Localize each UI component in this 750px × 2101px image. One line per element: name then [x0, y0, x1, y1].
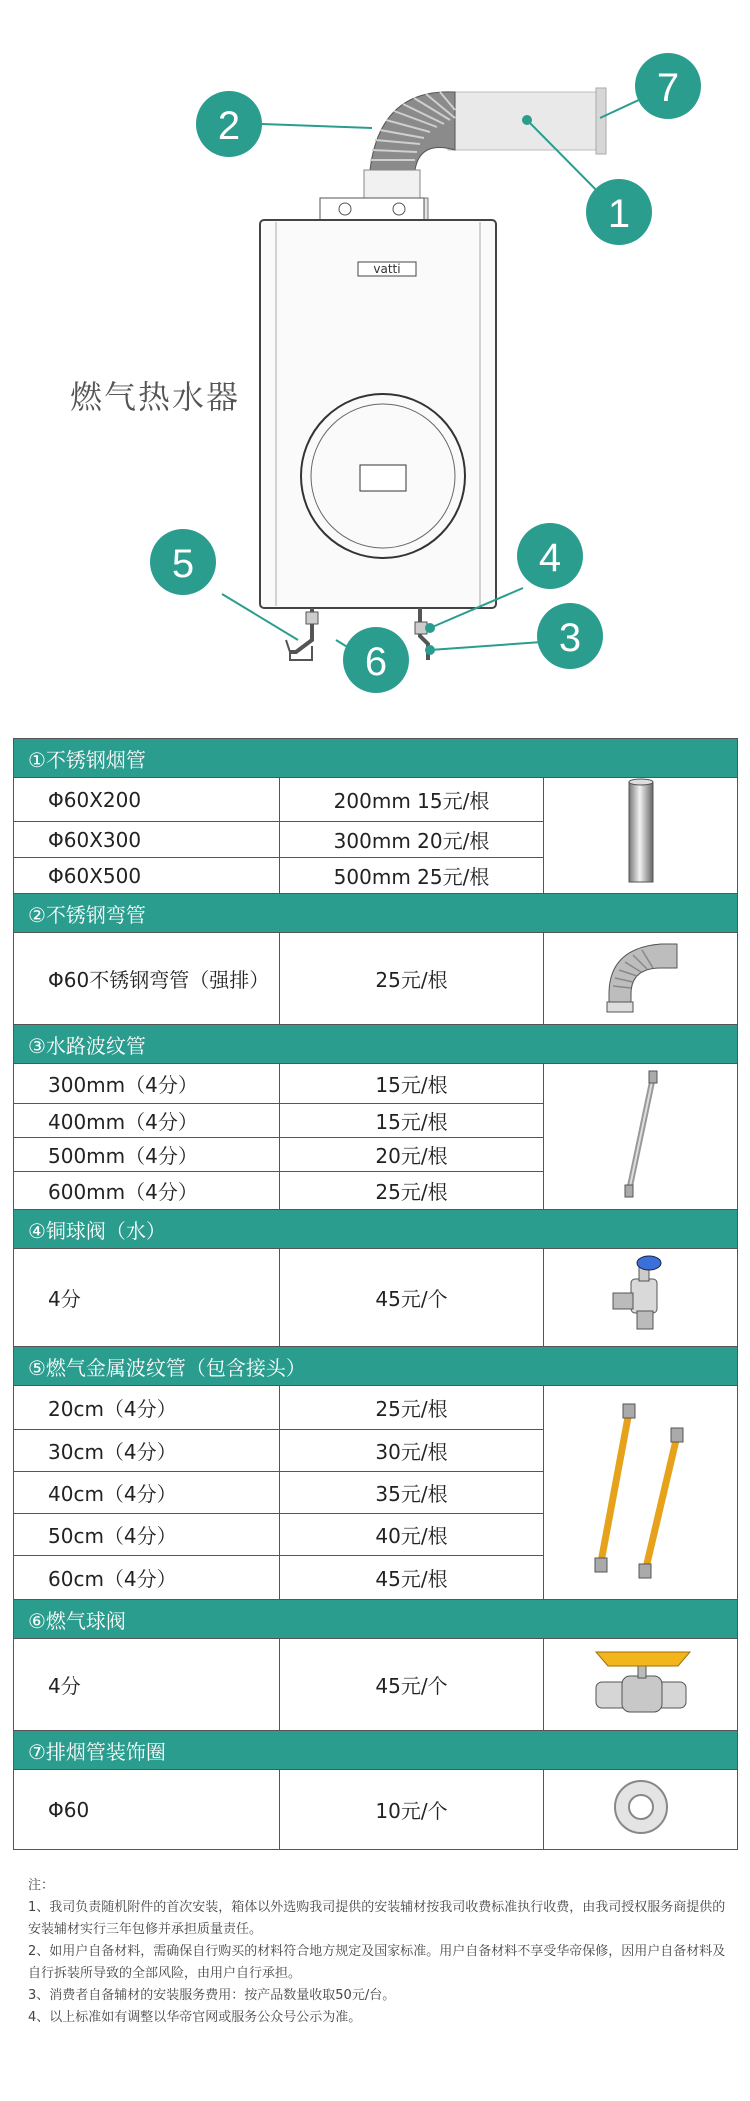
section-header — [14, 894, 738, 933]
water-heater-diagram — [0, 0, 750, 700]
price-cell: 15元/根 — [280, 1064, 544, 1104]
svg-text:4: 4 — [538, 536, 562, 580]
notes-heading: 注： — [28, 1878, 55, 1893]
price-cell: 35元/根 — [280, 1472, 544, 1514]
note-item: 2、如用户自备材料，需确保自行购买的材料符合地方规定及国家标准。用户自备材料不享受华帝保修，因用户自备材料及自行拆装所导致的全部风险，由用户自行承担。 — [28, 1944, 726, 1981]
gas-ball-valve-icon — [586, 1642, 696, 1722]
product-image-cell — [544, 933, 738, 1025]
spec-cell: 60cm（4分） — [14, 1556, 280, 1600]
spec-cell: 4分 — [14, 1249, 280, 1347]
price-cell: 15元/根 — [280, 1104, 544, 1138]
table-row — [14, 1064, 738, 1104]
section-title: ⑥燃气球阀 — [14, 1600, 738, 1639]
svg-text:2: 2 — [217, 104, 241, 148]
section-title: ⑦排烟管装饰圈 — [14, 1731, 738, 1770]
display-screen — [360, 465, 406, 491]
gas-hose-icon — [581, 1400, 701, 1580]
price-cell: 45元/个 — [280, 1249, 544, 1347]
spec-cell: Φ60X200 — [14, 778, 280, 822]
spec-cell: 20cm（4分） — [14, 1386, 280, 1430]
section-header — [14, 1600, 738, 1639]
product-image-cell — [544, 1770, 738, 1850]
svg-text:6: 6 — [364, 640, 388, 684]
copper-valve-icon — [601, 1255, 681, 1335]
svg-text:7: 7 — [656, 66, 680, 110]
product-image-cell — [544, 778, 738, 894]
table-row — [14, 933, 738, 1025]
section-title: ⑤燃气金属波纹管（包含接头） — [14, 1347, 738, 1386]
spec-cell: Φ60 — [14, 1770, 280, 1850]
section-header — [14, 1347, 738, 1386]
table-row — [14, 1770, 738, 1850]
table-row — [14, 1386, 738, 1430]
price-cell: 500mm 25元/根 — [280, 858, 544, 894]
price-cell: 45元/根 — [280, 1556, 544, 1600]
spec-cell: 40cm（4分） — [14, 1472, 280, 1514]
elbow-pipe — [370, 92, 455, 170]
price-cell: 45元/个 — [280, 1639, 544, 1731]
water-hose-icon — [621, 1069, 661, 1199]
decorative-ring-icon — [611, 1777, 671, 1837]
svg-text:3: 3 — [558, 616, 582, 660]
product-image-cell — [544, 1386, 738, 1600]
section-title: ④铜球阀（水） — [14, 1210, 738, 1249]
price-cell: 20元/根 — [280, 1138, 544, 1172]
spec-cell: 4分 — [14, 1639, 280, 1731]
elbow-pipe-icon — [601, 938, 681, 1014]
price-cell: 200mm 15元/根 — [280, 778, 544, 822]
spec-cell: 500mm（4分） — [14, 1138, 280, 1172]
callout-2 — [196, 91, 262, 157]
price-cell: 10元/个 — [280, 1770, 544, 1850]
brand-logo: vatti — [373, 262, 401, 276]
callout-1 — [586, 179, 652, 245]
heater-illustration — [0, 0, 750, 700]
callout-5 — [150, 529, 216, 595]
callout-7 — [635, 53, 701, 119]
svg-text:1: 1 — [607, 192, 631, 236]
price-cell: 25元/根 — [280, 1172, 544, 1210]
callout-6 — [343, 627, 409, 693]
product-image-cell — [544, 1249, 738, 1347]
spec-cell: 30cm（4分） — [14, 1430, 280, 1472]
spec-cell: 400mm（4分） — [14, 1104, 280, 1138]
table-row — [14, 778, 738, 822]
heater-label: 燃气热水器 — [70, 378, 241, 416]
price-cell: 25元/根 — [280, 933, 544, 1025]
section-title: ②不锈钢弯管 — [14, 894, 738, 933]
product-image-cell — [544, 1639, 738, 1731]
price-cell: 300mm 20元/根 — [280, 822, 544, 858]
section-header — [14, 1025, 738, 1064]
price-cell: 25元/根 — [280, 1386, 544, 1430]
table-row — [14, 1639, 738, 1731]
section-title: ①不锈钢烟管 — [14, 739, 738, 778]
callout-4 — [517, 523, 583, 589]
spec-cell: 300mm（4分） — [14, 1064, 280, 1104]
note-item: 4、以上标准如有调整以华帝官网或服务公众号公示为准。 — [28, 2010, 362, 2025]
table-row — [14, 1249, 738, 1347]
note-item: 3、消费者自备辅材的安装服务费用：按产品数量收取50元/台。 — [28, 1988, 396, 2003]
price-cell: 30元/根 — [280, 1430, 544, 1472]
notes-section — [28, 1875, 728, 2029]
section-title: ③水路波纹管 — [14, 1025, 738, 1064]
spec-cell: 50cm（4分） — [14, 1514, 280, 1556]
callout-3 — [537, 603, 603, 669]
section-header — [14, 1210, 738, 1249]
section-header — [14, 1731, 738, 1770]
spec-cell: Φ60X500 — [14, 858, 280, 894]
svg-text:5: 5 — [171, 542, 195, 586]
price-cell: 40元/根 — [280, 1514, 544, 1556]
pipe-straight-icon — [621, 778, 661, 888]
accessory-price-table — [13, 738, 738, 1850]
spec-cell: 600mm（4分） — [14, 1172, 280, 1210]
product-image-cell — [544, 1064, 738, 1210]
note-item: 1、我司负责随机附件的首次安装，箱体以外选购我司提供的安装辅材按我司收费标准执行收费，由我司授权服务商提供的安装辅材实行三年包修并承担质量责任。 — [28, 1900, 726, 1937]
spec-cell: Φ60不锈钢弯管（强排） — [14, 933, 280, 1025]
decorative-ring — [596, 88, 606, 154]
spec-cell: Φ60X300 — [14, 822, 280, 858]
section-header — [14, 739, 738, 778]
